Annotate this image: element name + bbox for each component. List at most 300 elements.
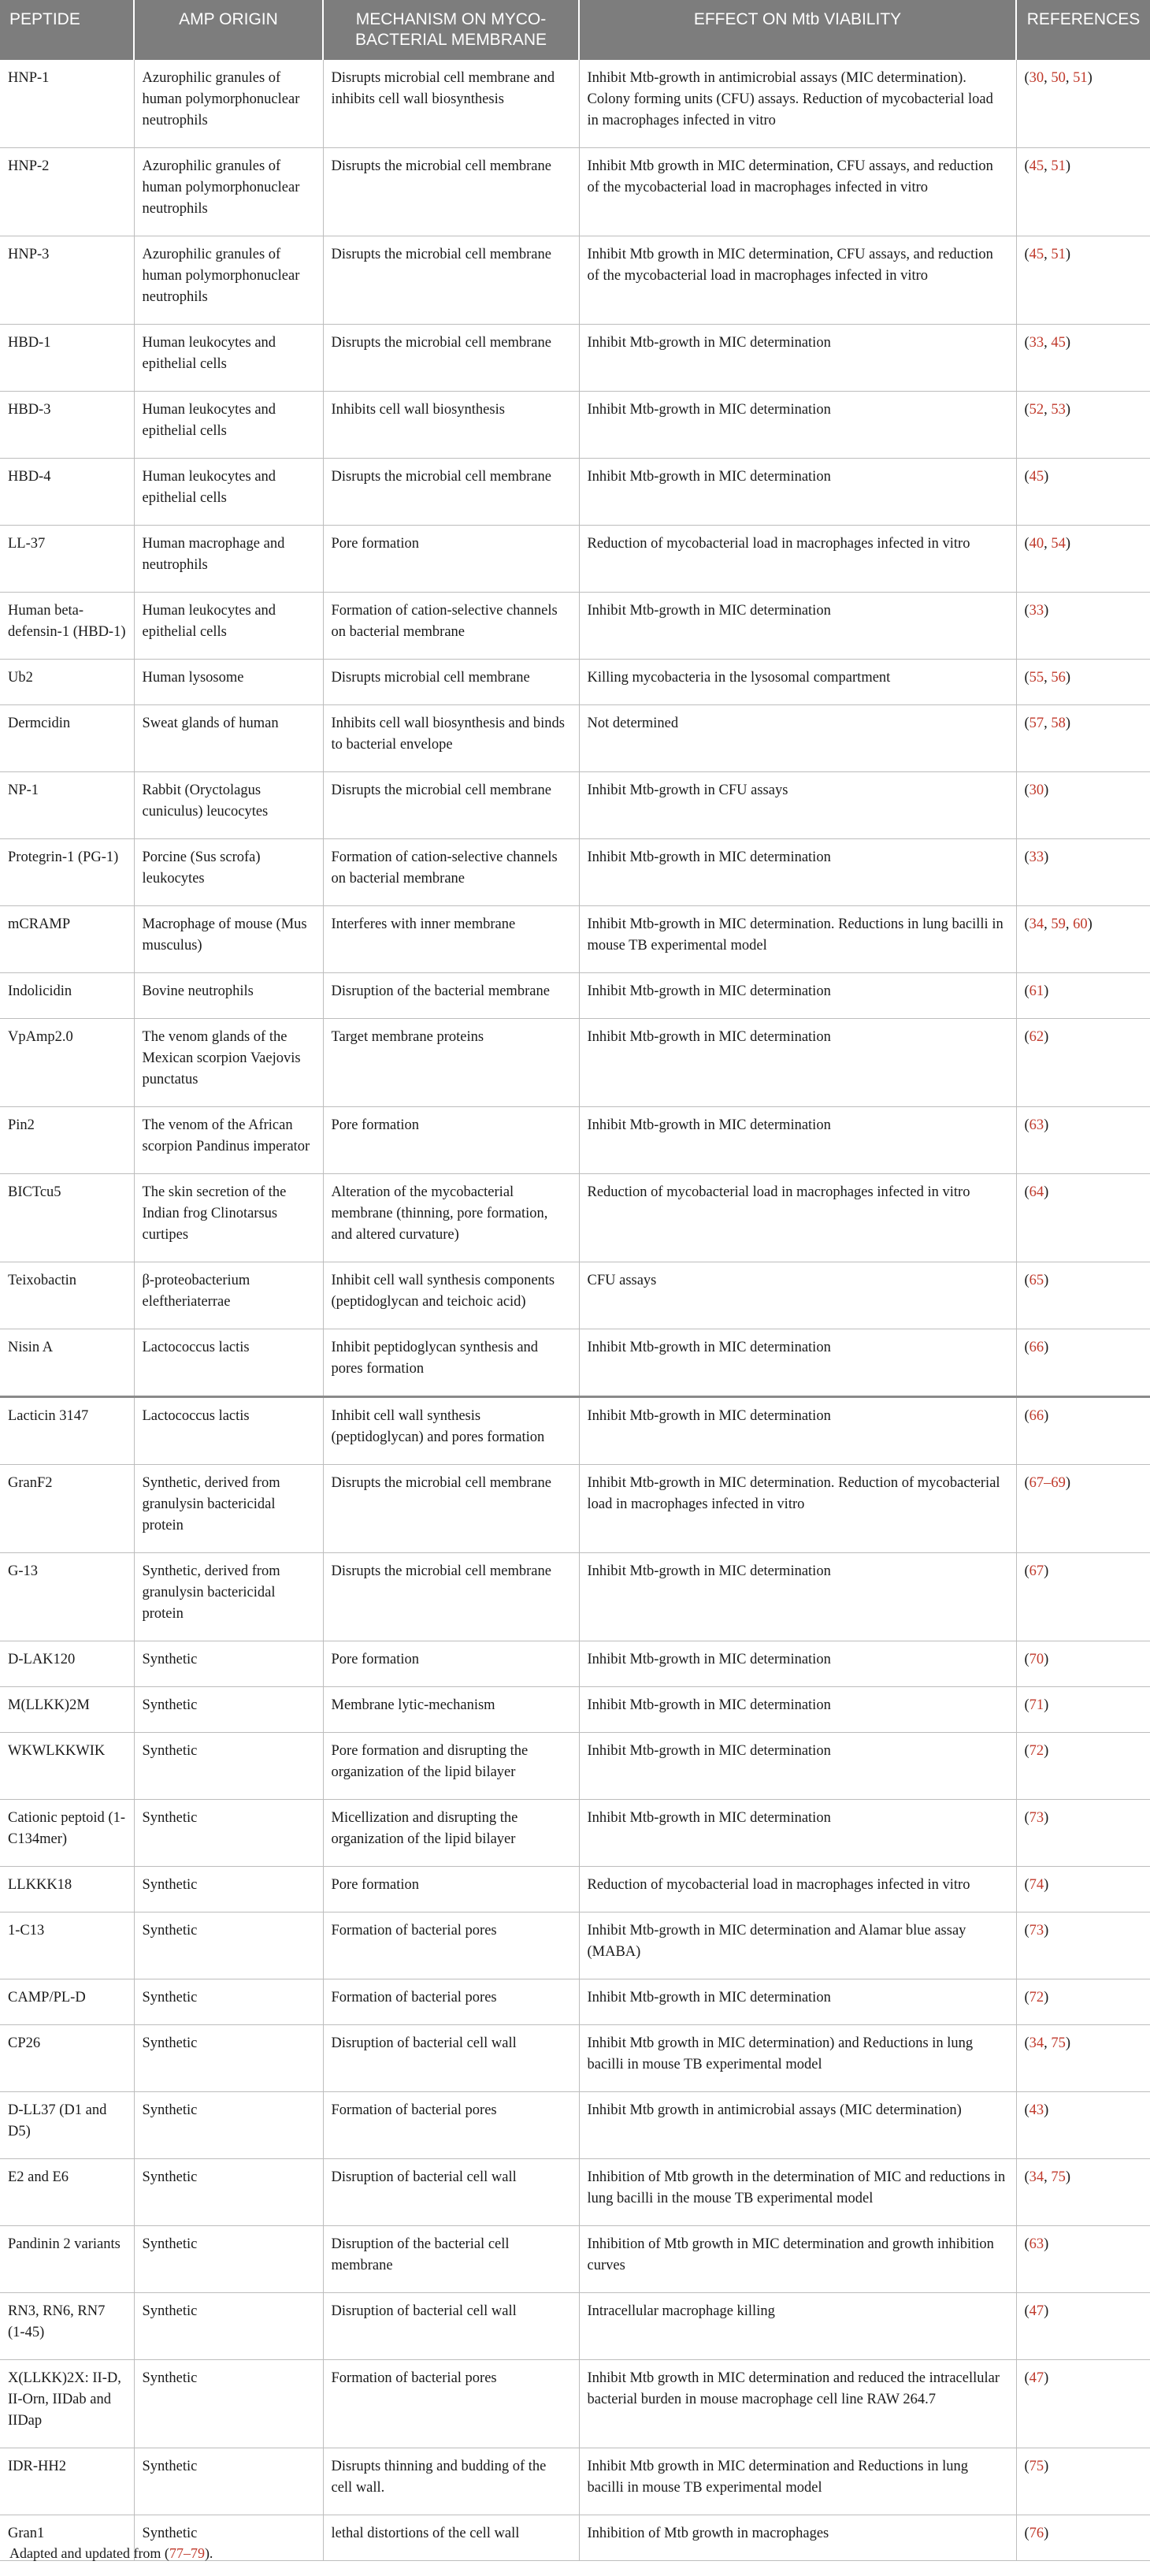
reference-link[interactable]: 72 [1029,1990,1044,2005]
cell-peptide: G-13 [0,1553,134,1641]
cell-effect: Inhibit Mtb-growth in MIC determination [579,1107,1016,1174]
cell-effect: Inhibit Mtb-growth in MIC determination [579,459,1016,526]
table-row [0,1019,1150,1107]
cell-amp-origin: Synthetic [134,2159,323,2226]
cell-references [1016,459,1150,526]
reference-link[interactable]: 54 [1051,536,1066,552]
reference-link[interactable]: 55 [1029,670,1044,686]
cell-effect: Reduction of mycobacterial load in macrophages infected in vitro [579,1867,1016,1912]
cell-effect: Inhibit Mtb-growth in MIC determination [579,1687,1016,1733]
paren: ) [1087,70,1092,86]
cell-references [1016,1979,1150,2025]
cell-mechanism: Disrupts microbial cell membrane [323,660,579,705]
cell-references [1016,705,1150,772]
cell-peptide: D-LAK120 [0,1641,134,1687]
reference-link[interactable]: 51 [1051,247,1066,262]
footnote-prefix: Adapted and updated from ( [9,2545,169,2561]
reference-link[interactable]: 73 [1029,1923,1044,1939]
paren: ( [1024,2102,1029,2118]
cell-peptide: Protegrin-1 (PG-1) [0,839,134,906]
table-row [0,906,1150,973]
reference-link[interactable]: 34 [1029,2035,1044,2051]
paren: ( [1024,1184,1029,1200]
table-row [0,1979,1150,2025]
reference-link[interactable]: 73 [1029,1810,1044,1826]
table-row [0,1867,1150,1912]
footnote-suffix: ). [204,2545,213,2561]
cell-amp-origin: Sweat glands of human [134,705,323,772]
cell-peptide: CP26 [0,2025,134,2092]
paren: ) [1044,1184,1049,1200]
cell-effect: CFU assays [579,1262,1016,1329]
cell-mechanism: Disrupts the microbial cell membrane [323,772,579,839]
cell-effect: Inhibit Mtb-growth in MIC determination [579,1397,1016,1465]
cell-mechanism: Membrane lytic-mechanism [323,1687,579,1733]
reference-link[interactable]: 67–69 [1029,1475,1066,1491]
ref-separator: , [1044,70,1052,86]
paren: ( [1024,247,1029,262]
reference-link[interactable]: 47 [1029,2370,1044,2386]
paren: ) [1065,1475,1071,1491]
table-row [0,60,1150,148]
cell-peptide: Dermcidin [0,705,134,772]
cell-amp-origin: Synthetic [134,2092,323,2159]
cell-mechanism: lethal distortions of the cell wall [323,2515,579,2561]
reference-link[interactable]: 43 [1029,2102,1044,2118]
cell-effect: Inhibit Mtb growth in MIC determination) and Reductions in lung bacilli in mouse TB experimental model [579,2025,1016,2092]
paren: ( [1024,2169,1029,2185]
header-peptide: PEPTIDE [0,0,134,60]
ref-separator: , [1044,2035,1052,2051]
paren: ( [1024,670,1029,686]
paren: ) [1065,670,1071,686]
cell-amp-origin: Bovine neutrophils [134,973,323,1019]
table-row [0,1262,1150,1329]
cell-mechanism: Disrupts thinning and budding of the cell wall. [323,2448,579,2515]
paren: ( [1024,849,1029,865]
paren: ) [1044,983,1049,999]
cell-peptide: WKWLKKWIK [0,1733,134,1800]
cell-peptide: E2 and E6 [0,2159,134,2226]
ref-separator: , [1044,916,1052,932]
paren: ( [1024,2303,1029,2319]
reference-link[interactable]: 47 [1029,2303,1044,2319]
cell-mechanism: Micellization and disrupting the organization of the lipid bilayer [323,1800,579,1867]
reference-link[interactable]: 65 [1029,1273,1044,1288]
reference-link[interactable]: 57 [1029,716,1044,731]
cell-effect: Inhibit Mtb-growth in MIC determination [579,392,1016,459]
table-row [0,236,1150,325]
cell-amp-origin: Human leukocytes and epithelial cells [134,392,323,459]
paren: ( [1024,335,1029,351]
reference-link[interactable]: 70 [1029,1652,1044,1667]
reference-link[interactable]: 61 [1029,983,1044,999]
table-row [0,148,1150,236]
paren: ) [1087,916,1092,932]
cell-peptide: Indolicidin [0,973,134,1019]
reference-link[interactable]: 51 [1073,70,1088,86]
reference-link[interactable]: 50 [1051,70,1066,86]
cell-references [1016,1553,1150,1641]
cell-references [1016,236,1150,325]
cell-mechanism: Formation of bacterial pores [323,1912,579,1979]
cell-references [1016,2360,1150,2448]
paren: ) [1044,469,1049,485]
cell-effect: Inhibit Mtb-growth in MIC determination. Reductions in lung bacilli in mouse TB experimental model [579,906,1016,973]
reference-link[interactable]: 75 [1051,2035,1066,2051]
cell-references [1016,2159,1150,2226]
cell-references [1016,148,1150,236]
paren: ( [1024,158,1029,174]
paren: ( [1024,2236,1029,2252]
reference-link[interactable]: 60 [1073,916,1088,932]
cell-references [1016,1800,1150,1867]
cell-effect: Inhibit Mtb-growth in MIC determination [579,1329,1016,1397]
paren: ( [1024,1563,1029,1579]
cell-mechanism: Formation of bacterial pores [323,2360,579,2448]
table-row [0,1733,1150,1800]
cell-references [1016,1329,1150,1397]
cell-references [1016,2025,1150,2092]
table-row [0,1800,1150,1867]
cell-amp-origin: Macrophage of mouse (Mus musculus) [134,906,323,973]
reference-link[interactable]: 33 [1029,849,1044,865]
cell-mechanism: Pore formation [323,1107,579,1174]
cell-references [1016,1641,1150,1687]
reference-link[interactable]: 33 [1029,603,1044,619]
paren: ( [1024,1029,1029,1045]
cell-references [1016,839,1150,906]
reference-link[interactable]: 34 [1029,916,1044,932]
cell-peptide: X(LLKK)2X: II-D, II-Orn, IIDab and IIDap [0,2360,134,2448]
cell-mechanism: Formation of bacterial pores [323,2092,579,2159]
cell-mechanism: Disrupts the microbial cell membrane [323,1553,579,1641]
paren: ( [1024,716,1029,731]
table-row [0,973,1150,1019]
reference-link[interactable]: 53 [1051,402,1066,418]
cell-mechanism: Disrupts the microbial cell membrane [323,325,579,392]
cell-effect: Inhibit Mtb growth in antimicrobial assays (MIC determination) [579,2092,1016,2159]
cell-mechanism: Pore formation [323,526,579,593]
paren: ( [1024,1743,1029,1759]
cell-amp-origin: Synthetic [134,2226,323,2293]
paren: ) [1044,2303,1049,2319]
table-row [0,772,1150,839]
cell-peptide: Pandinin 2 variants [0,2226,134,2293]
cell-references [1016,1465,1150,1553]
cell-amp-origin: Lactococcus lactis [134,1329,323,1397]
paren: ( [1024,983,1029,999]
cell-peptide: Gran1 [0,2515,134,2561]
cell-amp-origin: Rabbit (Oryctolagus cuniculus) leucocytes [134,772,323,839]
cell-peptide: VpAmp2.0 [0,1019,134,1107]
header-amp-origin: AMP ORIGIN [134,0,323,60]
ref-separator: , [1044,158,1052,174]
paren: ) [1044,1923,1049,1939]
paren: ) [1044,1810,1049,1826]
cell-mechanism: Disruption of the bacterial cell membrane [323,2226,579,2293]
reference-link[interactable]: 52 [1029,402,1044,418]
cell-references [1016,60,1150,148]
cell-amp-origin: Lactococcus lactis [134,1397,323,1465]
cell-effect: Intracellular macrophage killing [579,2293,1016,2360]
paren: ( [1024,1475,1029,1491]
reference-link[interactable]: 72 [1029,1743,1044,1759]
reference-link[interactable]: 34 [1029,2169,1044,2185]
reference-link[interactable]: 64 [1029,1184,1044,1200]
reference-link[interactable]: 75 [1029,2459,1044,2474]
cell-effect: Inhibit Mtb-growth in MIC determination [579,1733,1016,1800]
cell-amp-origin: Synthetic [134,1687,323,1733]
cell-amp-origin: Synthetic [134,2293,323,2360]
paren: ( [1024,1697,1029,1713]
reference-link[interactable]: 71 [1029,1697,1044,1713]
table-row [0,1641,1150,1687]
paren: ( [1024,1340,1029,1355]
cell-effect: Killing mycobacteria in the lysosomal compartment [579,660,1016,705]
cell-peptide: HBD-3 [0,392,134,459]
reference-link[interactable]: 40 [1029,536,1044,552]
cell-amp-origin: Synthetic [134,1912,323,1979]
cell-effect: Inhibit Mtb-growth in MIC determination [579,1019,1016,1107]
cell-references [1016,1174,1150,1262]
table-row [0,2092,1150,2159]
reference-link[interactable]: 62 [1029,1029,1044,1045]
paren: ( [1024,2459,1029,2474]
reference-link[interactable]: 30 [1029,70,1044,86]
cell-mechanism: Disrupts the microbial cell membrane [323,1465,579,1553]
reference-link[interactable]: 66 [1029,1340,1044,1355]
reference-link[interactable]: 59 [1051,916,1066,932]
cell-amp-origin: Human leukocytes and epithelial cells [134,325,323,392]
reference-link[interactable]: 63 [1029,1117,1044,1133]
header-effect: EFFECT ON Mtb VIABILITY [579,0,1016,60]
paren: ( [1024,1273,1029,1288]
cell-peptide: Ub2 [0,660,134,705]
paren: ) [1044,1117,1049,1133]
reference-link[interactable]: 63 [1029,2236,1044,2252]
table-row [0,1553,1150,1641]
cell-effect: Inhibit Mtb-growth in MIC determination [579,1641,1016,1687]
cell-mechanism: Inhibits cell wall biosynthesis [323,392,579,459]
cell-mechanism: Interferes with inner membrane [323,906,579,973]
paren: ( [1024,2370,1029,2386]
table-row [0,1174,1150,1262]
cell-peptide: LLKKK18 [0,1867,134,1912]
cell-peptide: Nisin A [0,1329,134,1397]
cell-peptide: Human beta-defensin-1 (HBD-1) [0,593,134,660]
reference-link[interactable]: 58 [1051,716,1066,731]
paren: ) [1065,2169,1071,2185]
cell-peptide: Lacticin 3147 [0,1397,134,1465]
cell-mechanism: Disruption of the bacterial membrane [323,973,579,1019]
cell-references [1016,2092,1150,2159]
cell-references [1016,325,1150,392]
cell-amp-origin: Human leukocytes and epithelial cells [134,459,323,526]
reference-link[interactable]: 45 [1029,247,1044,262]
cell-peptide: Pin2 [0,1107,134,1174]
ref-separator: , [1044,247,1052,262]
cell-effect: Inhibit Mtb-growth in CFU assays [579,772,1016,839]
paren: ( [1024,782,1029,798]
cell-references [1016,973,1150,1019]
ref-separator: , [1065,70,1074,86]
cell-peptide: LL-37 [0,526,134,593]
ref-separator: , [1065,916,1074,932]
paren: ( [1024,1990,1029,2005]
cell-amp-origin: Synthetic [134,1979,323,2025]
paren: ) [1044,603,1049,619]
paren: ) [1065,536,1071,552]
cell-effect: Inhibit Mtb-growth in MIC determination [579,325,1016,392]
paren: ) [1044,1563,1049,1579]
paren: ) [1044,2102,1049,2118]
paren: ( [1024,916,1029,932]
cell-amp-origin: Synthetic, derived from granulysin bactericidal protein [134,1465,323,1553]
cell-mechanism: Disrupts the microbial cell membrane [323,148,579,236]
table-row [0,2159,1150,2226]
cell-references [1016,1262,1150,1329]
table-row [0,2226,1150,2293]
cell-mechanism: Inhibit cell wall synthesis components (peptidoglycan and teichoic acid) [323,1262,579,1329]
cell-peptide: GranF2 [0,1465,134,1553]
cell-peptide: HNP-2 [0,148,134,236]
cell-mechanism: Inhibit cell wall synthesis (peptidoglycan) and pores formation [323,1397,579,1465]
cell-peptide: 1-C13 [0,1912,134,1979]
cell-references [1016,1107,1150,1174]
cell-effect: Inhibition of Mtb growth in macrophages [579,2515,1016,2561]
paren: ( [1024,1810,1029,1826]
cell-references [1016,1867,1150,1912]
table-row [0,2448,1150,2515]
cell-references [1016,906,1150,973]
cell-peptide: M(LLKK)2M [0,1687,134,1733]
cell-mechanism: Disruption of bacterial cell wall [323,2293,579,2360]
cell-effect: Reduction of mycobacterial load in macrophages infected in vitro [579,526,1016,593]
cell-references [1016,593,1150,660]
cell-references [1016,392,1150,459]
cell-effect: Inhibit Mtb-growth in MIC determination [579,1800,1016,1867]
paren: ) [1044,1029,1049,1045]
cell-effect: Inhibit Mtb growth in MIC determination and reduced the intracellular bacterial burden in mouse macrophage cell line RAW 264.7 [579,2360,1016,2448]
cell-references [1016,1019,1150,1107]
cell-mechanism: Pore formation and disrupting the organization of the lipid bilayer [323,1733,579,1800]
reference-link[interactable]: 66 [1029,1408,1044,1424]
table-footnote [9,2545,213,2562]
cell-references [1016,526,1150,593]
cell-effect: Inhibit Mtb-growth in MIC determination [579,593,1016,660]
reference-link[interactable]: 45 [1029,469,1044,485]
reference-link[interactable]: 33 [1029,335,1044,351]
paren: ) [1065,247,1071,262]
paren: ) [1065,335,1071,351]
reference-link[interactable]: 56 [1051,670,1066,686]
cell-mechanism: Formation of cation-selective channels on bacterial membrane [323,593,579,660]
paren: ( [1024,1652,1029,1667]
cell-effect: Inhibit Mtb-growth in MIC determination [579,1553,1016,1641]
ref-separator: , [1044,536,1052,552]
paren: ( [1024,603,1029,619]
header-row [0,0,1150,60]
cell-mechanism: Formation of bacterial pores [323,1979,579,2025]
table-row [0,1687,1150,1733]
paren: ( [1024,536,1029,552]
paren: ) [1044,1877,1049,1893]
cell-references [1016,2448,1150,2515]
cell-references [1016,2515,1150,2561]
cell-amp-origin: Azurophilic granules of human polymorphonuclear neutrophils [134,236,323,325]
table-row [0,1107,1150,1174]
cell-mechanism: Disruption of bacterial cell wall [323,2159,579,2226]
cell-amp-origin: Porcine (Sus scrofa) leukocytes [134,839,323,906]
reference-link[interactable]: 75 [1051,2169,1066,2185]
cell-amp-origin: The venom of the African scorpion Pandinus imperator [134,1107,323,1174]
cell-mechanism: Disrupts the microbial cell membrane [323,459,579,526]
paren: ) [1065,2035,1071,2051]
cell-peptide: CAMP/PL-D [0,1979,134,2025]
reference-link[interactable]: 45 [1029,158,1044,174]
ref-separator: , [1044,402,1052,418]
table-row [0,325,1150,392]
table-row [0,593,1150,660]
cell-mechanism: Pore formation [323,1641,579,1687]
cell-peptide: Teixobactin [0,1262,134,1329]
paren: ) [1044,2236,1049,2252]
cell-amp-origin: Azurophilic granules of human polymorphonuclear neutrophils [134,60,323,148]
paren: ) [1044,1273,1049,1288]
table-row [0,526,1150,593]
cell-effect: Inhibit Mtb-growth in MIC determination [579,839,1016,906]
paren: ( [1024,70,1029,86]
table-row [0,459,1150,526]
header-mechanism: MECHANISM ON MYCO-BACTERIAL MEMBRANE [323,0,579,60]
cell-effect: Inhibit Mtb-growth in MIC determination [579,1979,1016,2025]
cell-amp-origin: Azurophilic granules of human polymorphonuclear neutrophils [134,148,323,236]
table-row [0,2025,1150,2092]
reference-link[interactable]: 76 [1029,2526,1044,2541]
paren: ( [1024,402,1029,418]
table-row [0,705,1150,772]
table-row [0,1397,1150,1465]
reference-link[interactable]: 51 [1051,158,1066,174]
cell-amp-origin: Human leukocytes and epithelial cells [134,593,323,660]
cell-amp-origin: Synthetic [134,2515,323,2561]
cell-mechanism: Target membrane proteins [323,1019,579,1107]
cell-mechanism: Inhibits cell wall biosynthesis and binds to bacterial envelope [323,705,579,772]
reference-link[interactable]: 45 [1051,335,1066,351]
cell-effect: Inhibit Mtb-growth in MIC determination and Alamar blue assay (MABA) [579,1912,1016,1979]
cell-peptide: IDR-HH2 [0,2448,134,2515]
reference-link[interactable]: 67 [1029,1563,1044,1579]
cell-amp-origin: Synthetic [134,1641,323,1687]
reference-link[interactable]: 30 [1029,782,1044,798]
cell-references [1016,1912,1150,1979]
cell-effect: Inhibit Mtb-growth in MIC determination. Reduction of mycobacterial load in macrophages infected in vitro [579,1465,1016,1553]
cell-amp-origin: Synthetic [134,1867,323,1912]
cell-mechanism: Alteration of the mycobacterial membrane (thinning, pore formation, and altered curvature) [323,1174,579,1262]
paren: ) [1044,2526,1049,2541]
cell-amp-origin: Synthetic [134,2360,323,2448]
footnote-ref-link[interactable]: 77–79 [169,2545,205,2561]
cell-effect: Inhibition of Mtb growth in MIC determination and growth inhibition curves [579,2226,1016,2293]
paren: ) [1044,1743,1049,1759]
cell-references [1016,772,1150,839]
paren: ) [1044,1697,1049,1713]
cell-peptide: BICTcu5 [0,1174,134,1262]
paren: ( [1024,1923,1029,1939]
reference-link[interactable]: 74 [1029,1877,1044,1893]
cell-amp-origin: Synthetic [134,1733,323,1800]
